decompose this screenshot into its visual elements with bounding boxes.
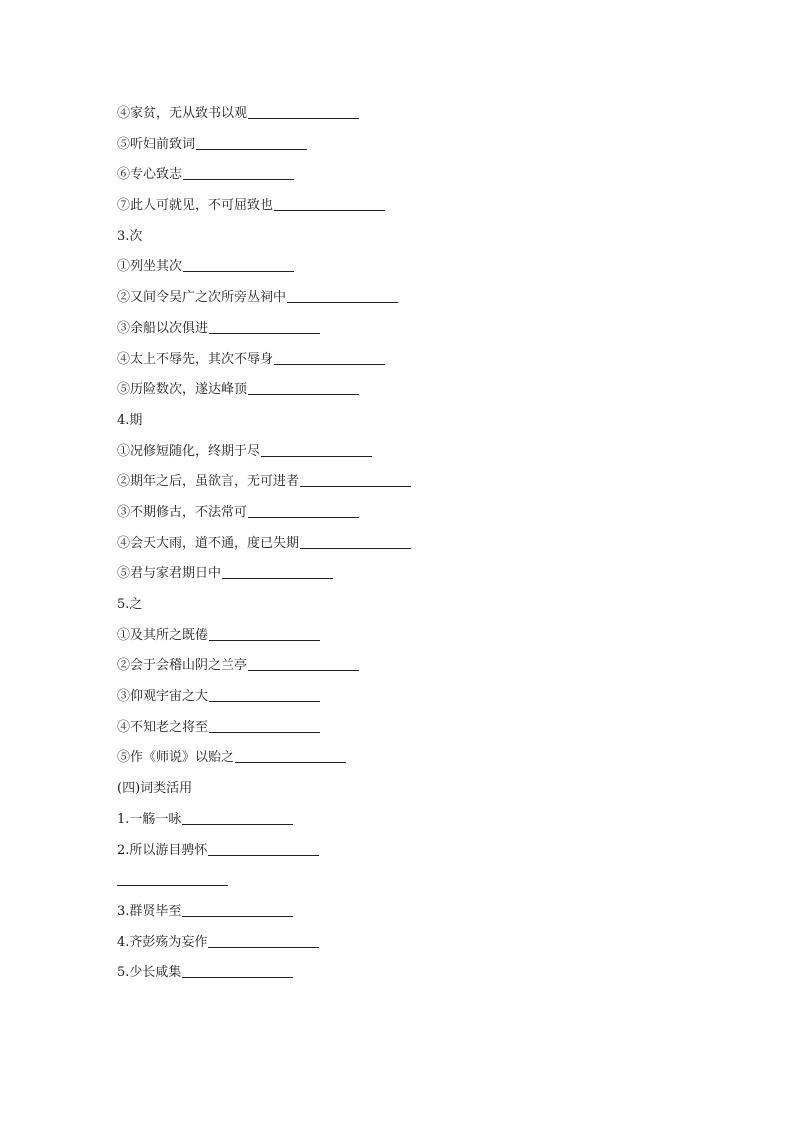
exercise-line <box>117 135 717 166</box>
answer-blank[interactable] <box>287 288 398 303</box>
exercise-line <box>117 288 717 319</box>
answer-blank[interactable] <box>182 810 293 825</box>
answer-blank[interactable] <box>183 165 294 180</box>
exercise-text: ③余船以次俱进 <box>117 320 209 336</box>
exercise-text: ②又间令吴广之次所旁丛祠中 <box>117 290 287 306</box>
exercise-line <box>117 257 717 288</box>
exercise-text: 2.所以游目骋怀 <box>117 842 208 858</box>
exercise-line <box>117 503 717 534</box>
exercise-line <box>117 380 717 411</box>
section-heading <box>117 779 717 810</box>
exercise-text: 5.少长咸集 <box>117 965 182 981</box>
section-heading-text: 3.次 <box>117 228 143 244</box>
answer-blank[interactable] <box>261 442 372 457</box>
exercise-line <box>117 472 717 503</box>
exercise-text: ②会于会稽山阴之兰亭 <box>117 658 248 674</box>
section-heading <box>117 227 717 258</box>
exercise-text: ②期年之后，虽欲言，无可进者 <box>117 474 300 490</box>
exercise-text: ⑥专心致志 <box>117 167 183 183</box>
section-heading-text: 4.期 <box>117 412 143 428</box>
exercise-line <box>117 104 717 135</box>
exercise-text: ④家贫，无从致书以观 <box>117 106 248 121</box>
exercise-text: 3.群贤毕至 <box>117 903 182 919</box>
answer-blank[interactable] <box>235 748 346 763</box>
exercise-text: ⑤历险数次，遂达峰顶 <box>117 382 248 398</box>
answer-blank[interactable] <box>209 626 320 641</box>
answer-blank[interactable] <box>274 196 385 211</box>
exercise-text: ①列坐其次 <box>117 259 183 275</box>
answer-blank[interactable] <box>300 534 411 549</box>
answer-blank[interactable] <box>117 871 228 886</box>
worksheet-page <box>117 104 717 994</box>
answer-blank[interactable] <box>222 564 333 579</box>
section-heading-text: (四)词类活用 <box>117 781 193 797</box>
exercise-line <box>117 564 717 595</box>
exercise-line <box>117 656 717 687</box>
exercise-line <box>117 871 717 902</box>
exercise-line <box>117 319 717 350</box>
exercise-line <box>117 196 717 227</box>
answer-blank[interactable] <box>182 902 293 917</box>
section-heading <box>117 595 717 626</box>
exercise-line <box>117 841 717 872</box>
exercise-line <box>117 902 717 933</box>
exercise-text: ④不知老之将至 <box>117 719 209 735</box>
exercise-text: ③仰观宇宙之大 <box>117 689 209 705</box>
exercise-text: ①况修短随化，终期于尽 <box>117 443 261 459</box>
exercise-line <box>117 748 717 779</box>
answer-blank[interactable] <box>208 841 319 856</box>
exercise-line <box>117 350 717 381</box>
answer-blank[interactable] <box>248 380 359 395</box>
exercise-line <box>117 810 717 841</box>
exercise-text: ⑤君与家君期日中 <box>117 566 222 582</box>
section-heading <box>117 411 717 442</box>
exercise-text: 1.一觞一咏 <box>117 811 182 827</box>
answer-blank[interactable] <box>209 687 320 702</box>
answer-blank[interactable] <box>208 933 319 948</box>
answer-blank[interactable] <box>248 656 359 671</box>
answer-blank[interactable] <box>248 104 359 119</box>
answer-blank[interactable] <box>209 718 320 733</box>
exercise-line <box>117 687 717 718</box>
answer-blank[interactable] <box>209 319 320 334</box>
exercise-line <box>117 165 717 196</box>
exercise-line <box>117 933 717 964</box>
answer-blank[interactable] <box>183 257 294 272</box>
answer-blank[interactable] <box>274 350 385 365</box>
section-heading-text: 5.之 <box>117 597 143 612</box>
exercise-line <box>117 718 717 749</box>
exercise-text: ④会天大雨，道不通，度已失期 <box>117 535 300 551</box>
answer-blank[interactable] <box>182 963 293 978</box>
exercise-text: ③不期修古，不法常可 <box>117 504 248 520</box>
exercise-text: ⑦此人可就见，不可屈致也 <box>117 198 274 214</box>
exercise-text: ①及其所之既倦 <box>117 627 209 643</box>
answer-blank[interactable] <box>196 135 307 150</box>
exercise-text: ⑤作《师说》以贻之 <box>117 750 235 766</box>
exercise-line <box>117 534 717 565</box>
answer-blank[interactable] <box>300 472 411 487</box>
exercise-line <box>117 442 717 473</box>
exercise-text: ⑤听妇前致词 <box>117 136 196 152</box>
exercise-line <box>117 963 717 994</box>
answer-blank[interactable] <box>248 503 359 518</box>
exercise-text: 4.齐彭殇为妄作 <box>117 934 208 950</box>
exercise-text: ④太上不辱先，其次不辱身 <box>117 351 274 367</box>
exercise-line <box>117 626 717 657</box>
